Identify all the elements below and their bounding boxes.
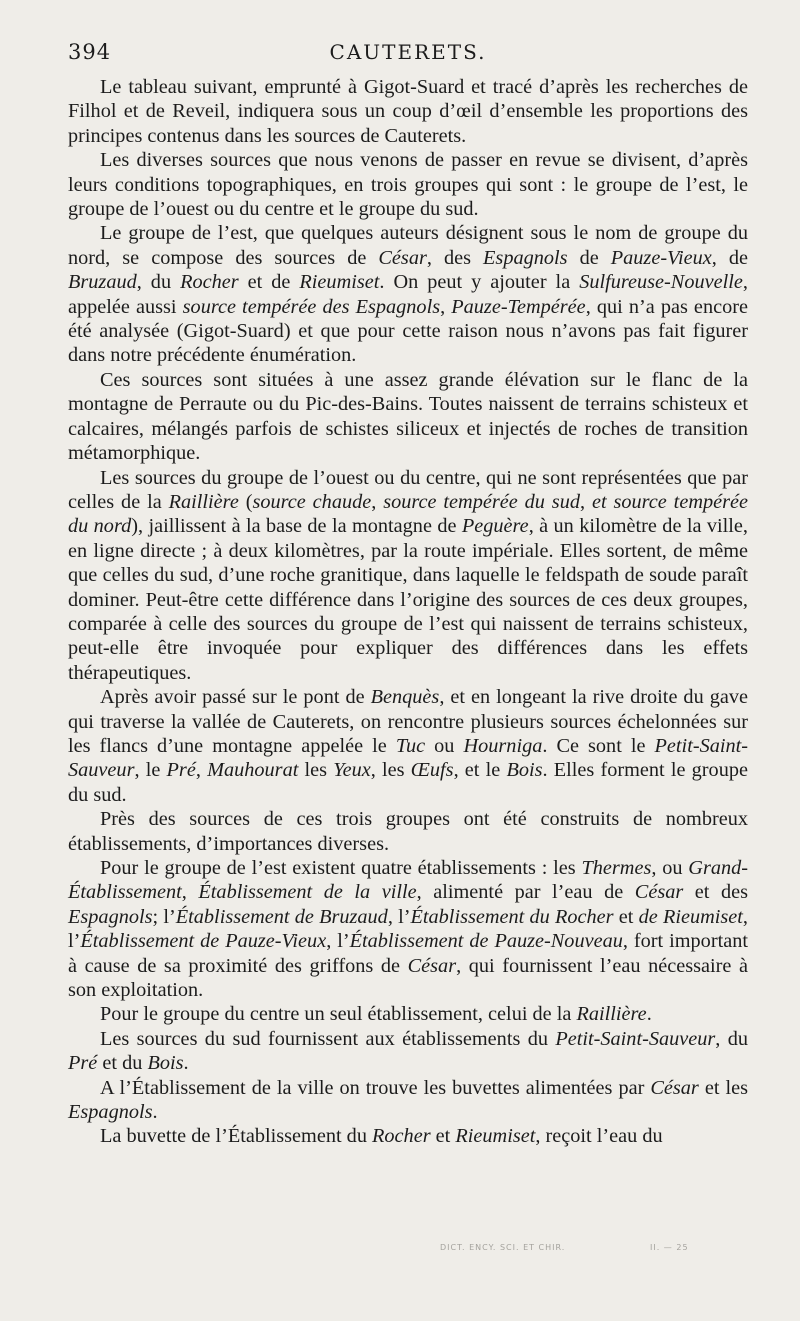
italic-term: Tuc xyxy=(395,734,426,757)
text-run: , l’ xyxy=(326,930,350,953)
text-run: Les sources du sud fournissent aux établissements du xyxy=(100,1027,556,1050)
text-run: et de xyxy=(238,271,300,294)
italic-term: Bruzaud xyxy=(68,271,137,294)
italic-term: Raillière xyxy=(576,1003,647,1026)
text-run: , l’ xyxy=(68,905,748,953)
text-run: et les xyxy=(698,1076,748,1099)
italic-term: Grand-Établissement xyxy=(68,857,749,904)
text-run: , le xyxy=(134,759,167,782)
paragraph xyxy=(68,1124,748,1148)
paragraph xyxy=(68,466,748,686)
text-run: La buvette de l’Établissement du xyxy=(100,1125,373,1148)
text-run: , xyxy=(195,759,208,782)
italic-term: de Rieumiset xyxy=(638,905,743,928)
italic-term: source tempérée des Espagnols xyxy=(182,295,441,318)
paragraph xyxy=(68,368,748,466)
text-run: , l’ xyxy=(387,905,411,928)
text-run: , reçoit l’eau du xyxy=(535,1125,663,1148)
paragraph xyxy=(68,221,748,367)
italic-term: Benquès xyxy=(370,686,440,709)
italic-term: Petit-Saint-Sauveur xyxy=(68,734,749,782)
italic-term: Établissement de Pauze-Vieux xyxy=(80,930,327,953)
italic-term: Bois xyxy=(506,759,543,782)
text-run: ), jaillissent à la base de la montagne de xyxy=(131,515,462,538)
body-text xyxy=(68,75,748,1149)
text-run: Après avoir passé sur le pont de xyxy=(100,686,371,709)
running-title: CAUTERETS. xyxy=(329,40,487,64)
text-run: de xyxy=(567,246,611,269)
text-run: , xyxy=(579,490,592,513)
text-run: . xyxy=(152,1101,158,1124)
italic-term: Pauze-Tempérée xyxy=(451,295,586,318)
text-run: ; l’ xyxy=(152,905,176,928)
text-run: et du xyxy=(97,1052,148,1075)
italic-term: Peguère xyxy=(461,515,529,538)
italic-term: Établissement de la ville xyxy=(198,881,417,904)
text-run: Ces sources sont situées à une assez grande élévation sur le flanc de la montagne de Perraute ou du Pic-des-Bains. Toutes naissent de terrains schisteux et calcaires, mélangés parfois de schistes siliceux et injectés de roches de transition métamorphique. xyxy=(68,368,748,465)
text-run: ( xyxy=(238,490,253,513)
text-run: , xyxy=(181,881,199,904)
footer-signature: DICT. ENCY. SCI. ET CHIR. xyxy=(440,1243,566,1252)
text-run: , à un kilomètre de la ville, en ligne directe ; à deux kilomètres, par la route impériale. Elles sortent, de même que celles du sud, d’une roche granitique, dans laquelle le feldspath de soude paraît dominer. Peut-être cette différence dans l’origine des sources de ces deux groupes, comparée à celle des sources du groupe de l’est qui naissent de terrains schisteux, peut-elle être invoquée pour expliquer des différences dans les effets thérapeutiques. xyxy=(68,515,748,684)
paragraph xyxy=(68,807,748,856)
italic-term: et source tempérée du nord xyxy=(68,490,749,538)
italic-term: Espagnols xyxy=(68,1101,153,1124)
italic-term: Rieumiset xyxy=(455,1125,536,1148)
text-run: . Ce sont le xyxy=(542,734,655,757)
text-run: Pour le groupe du centre un seul établissement, celui de la xyxy=(100,1003,577,1026)
text-run: . On peut y ajouter la xyxy=(379,271,580,294)
text-run: , et le xyxy=(453,759,507,782)
text-run: les xyxy=(298,759,334,782)
text-run: et des xyxy=(683,881,749,904)
italic-term: Établissement de Pauze-Nouveau xyxy=(349,930,623,953)
page-header xyxy=(68,40,748,74)
text-run: , fort important à cause de sa proximité des griffons de xyxy=(68,930,748,977)
text-run: . xyxy=(646,1003,652,1026)
text-run: . Elles forment le groupe du sud. xyxy=(68,759,748,806)
italic-term: César xyxy=(634,881,684,904)
italic-term: Espagnols xyxy=(68,905,153,928)
italic-term: Hourniga xyxy=(463,734,543,757)
text-run: Le tableau suivant, emprunté à Gigot-Suard et tracé d’après les recherches de Filhol et de Reveil, indiquera sous un coup d’œil d’ensemble les proportions des principes contenus dans les sources de Cauterets. xyxy=(68,76,748,147)
text-run: , et en longeant la rive droite du gave qui traverse la vallée de Cauterets, on rencontre plusieurs sources échelonnées sur les flancs d’une montagne appelée le xyxy=(68,686,748,757)
text-run: , des xyxy=(426,246,484,269)
italic-term: source chaude xyxy=(252,490,372,513)
italic-term: Raillière xyxy=(168,490,239,513)
text-run: . xyxy=(183,1052,189,1075)
italic-term: Bois xyxy=(147,1052,184,1075)
paragraph xyxy=(68,1002,748,1026)
italic-term: Rieumiset xyxy=(299,271,380,294)
page-footer xyxy=(0,1243,800,1255)
text-run: Le groupe de l’est, que quelques auteurs désignent sous le nom de groupe du nord, se compose des sources de xyxy=(68,222,748,269)
text-run: Pour le groupe de l’est existent quatre établissements : les xyxy=(100,857,582,879)
page-number: 394 xyxy=(68,40,112,64)
italic-term: Pré xyxy=(68,1052,98,1075)
italic-term: Espagnols xyxy=(483,246,568,269)
italic-term: Rocher xyxy=(372,1125,431,1148)
paragraph xyxy=(68,856,748,1002)
text-run: , du xyxy=(136,271,181,294)
paragraph xyxy=(68,148,748,221)
text-run: Près des sources de ces trois groupes ont été construits de nombreux établissements, d’importances diverses. xyxy=(68,808,748,855)
italic-term: César xyxy=(650,1076,699,1099)
paragraph xyxy=(68,685,748,807)
italic-term: Thermes xyxy=(581,857,652,879)
italic-term: Petit-Saint-Sauveur xyxy=(555,1027,716,1050)
italic-term: Sulfureuse-Nouvelle xyxy=(579,271,743,294)
italic-term: Œufs xyxy=(410,759,454,782)
text-run: Les diverses sources que nous venons de passer en revue se divisent, d’après leurs conditions topographiques, en trois groupes qui sont : le groupe de l’est, le groupe de l’ouest ou du centre et le groupe du sud. xyxy=(68,149,748,221)
text-run: , xyxy=(371,490,384,513)
text-run: , les xyxy=(370,759,411,782)
italic-term: Mauhourat xyxy=(207,759,299,782)
text-run: et xyxy=(430,1125,456,1148)
paragraph xyxy=(68,1076,748,1125)
italic-term: source tempérée du sud xyxy=(383,490,580,513)
text-run: , du xyxy=(715,1027,748,1050)
italic-term: Rocher xyxy=(180,271,239,294)
text-run: , xyxy=(440,295,452,318)
text-run: et xyxy=(613,905,639,928)
text-run: A l’Établissement de la ville on trouve les buvettes alimentées par xyxy=(100,1076,651,1099)
italic-term: Établissement du Rocher xyxy=(410,905,614,928)
text-run: , qui fournissent l’eau nécessaire à son exploitation. xyxy=(68,954,748,1002)
paragraph xyxy=(68,1027,748,1076)
paragraph xyxy=(68,75,748,148)
italic-term: Pauze-Vieux xyxy=(610,246,712,269)
footer-sheet-mark: II. — 25 xyxy=(650,1243,689,1252)
text-run: Les sources du groupe de l’ouest ou du centre, qui ne sont représentées que par celles de la xyxy=(68,466,748,513)
text-run: , alimenté par l’eau de xyxy=(416,881,635,904)
text-run: , qui n’a pas encore été analysée (Gigot-Suard) et que pour cette raison nous n’avons pas fait figurer dans notre précédente énumération. xyxy=(68,295,748,367)
italic-term: César xyxy=(378,246,427,269)
italic-term: César xyxy=(407,954,457,977)
text-run: , ou xyxy=(651,857,689,879)
text-run: , de xyxy=(711,246,748,269)
italic-term: Yeux xyxy=(333,759,371,782)
text-run: ou xyxy=(425,734,464,757)
italic-term: Établissement de Bruzaud xyxy=(175,905,388,928)
italic-term: Pré xyxy=(166,759,196,782)
text-run: , appelée aussi xyxy=(68,271,748,318)
